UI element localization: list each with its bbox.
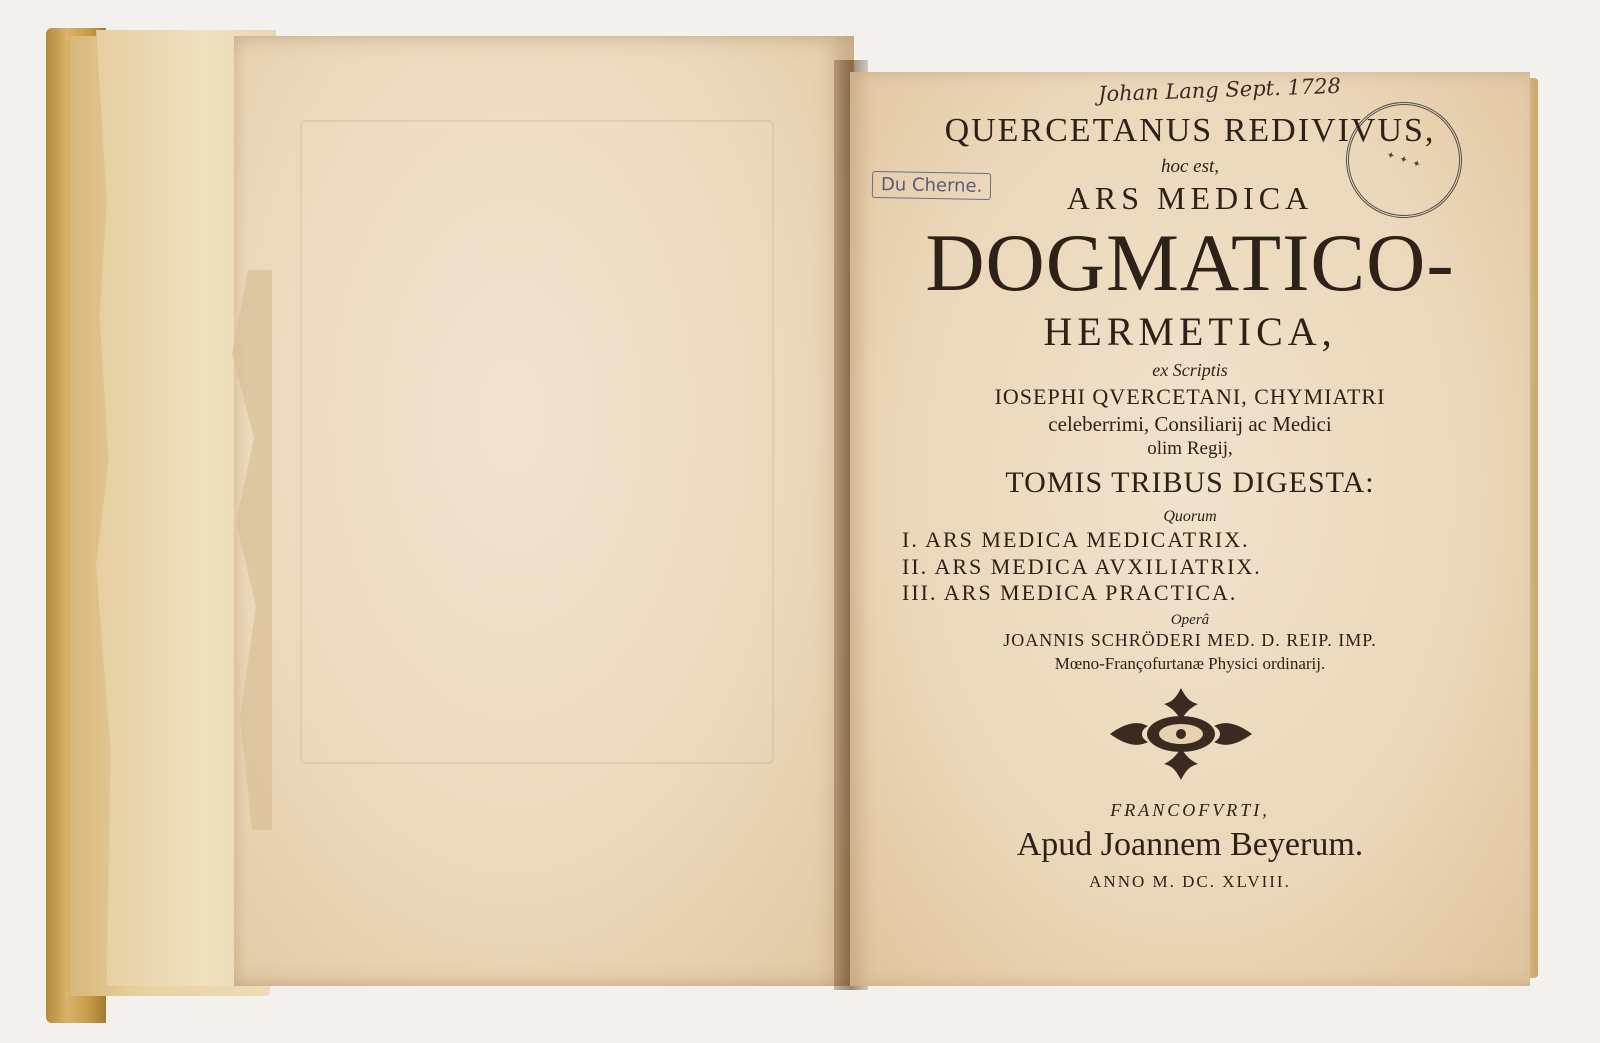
volume-3: III. ARS MEDICA PRACTICA.: [902, 580, 1238, 605]
publisher: Apud Joannem Beyerum.: [1016, 826, 1364, 863]
author-line: IOSEPHI QVERCETANI, CHYMIATRI: [994, 384, 1386, 409]
tomis-heading: TOMIS TRIBUS DIGESTA:: [1005, 466, 1375, 499]
editor-desc: Mœno-Françofurtanæ Physici ordinarij.: [1054, 654, 1326, 673]
dogmatico-heading: DOGMATICO-: [925, 217, 1455, 308]
author-desc-2: olim Regij,: [1147, 438, 1233, 459]
opera: Operâ: [1170, 612, 1210, 628]
show-through-frame: [300, 120, 774, 764]
year: ANNO M. DC. XLVIII.: [1089, 872, 1291, 891]
handwritten-signature: Johan Lang Sept. 1728: [1097, 73, 1342, 107]
place: FRANCOFVRTI,: [1110, 800, 1270, 820]
ex-scriptis: ex Scriptis: [1152, 360, 1228, 380]
ars-medica-heading: ARS MEDICA: [1066, 180, 1314, 216]
title-page: [850, 72, 1530, 986]
editor-line: JOANNIS SCHRÖDERI MED. D. REIP. IMP.: [1003, 630, 1377, 650]
main-title: QUERCETANUS REDIVIVUS,: [944, 112, 1436, 149]
volume-1: I. ARS MEDICA MEDICATRIX.: [902, 527, 1250, 552]
volume-2: II. ARS MEDICA AVXILIATRIX.: [902, 554, 1262, 579]
library-stamp: ✦ ✦ ✦: [1331, 87, 1477, 233]
hermetica-heading: HERMETICA,: [1043, 309, 1337, 354]
label-tag: Du Cherne.: [872, 171, 992, 200]
hoc-est: hoc est,: [1160, 156, 1220, 177]
author-desc-1: celeberrimi, Consiliarij ac Medici: [1048, 412, 1332, 436]
printer-ornament: [1106, 684, 1256, 784]
quorum: Quorum: [1163, 508, 1217, 525]
